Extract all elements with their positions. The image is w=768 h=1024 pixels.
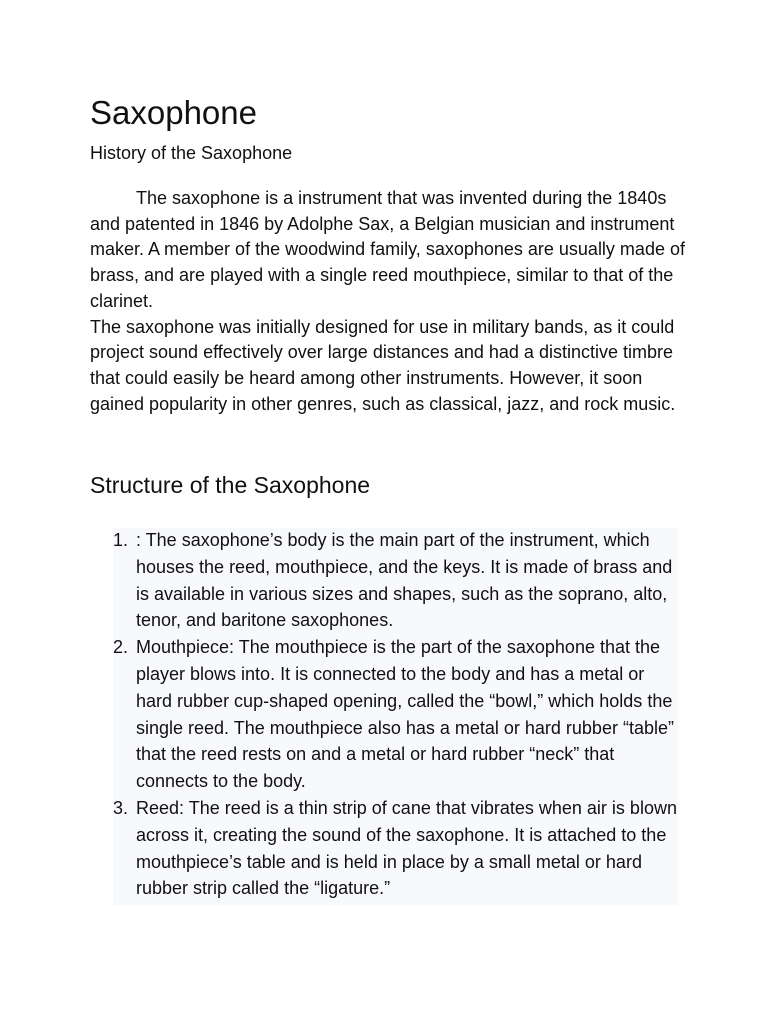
list-item (90, 527, 678, 634)
list-item-number: 1. (113, 530, 129, 550)
list-item-text: : The saxophone’s body is the main part of the instrument, which houses the reed, mouthpiece, and the keys. It is made of brass and is available in various sizes and shapes, such as the soprano, alto, tenor, and baritone saxophones. (136, 530, 673, 631)
list-item (90, 795, 678, 902)
intro-paragraph-1: The saxophone is a instrument that was invented during the 1840s and patented in 1846 by Adolphe Sax, a Belgian musician and instrument maker. A member of the woodwind family, saxophones are usually made of brass, and are played with a single reed mouthpiece, similar to that of the clarinet. (90, 188, 685, 311)
list-item-text: Reed: The reed is a thin strip of cane that vibrates when air is blown across it, creating the sound of the saxophone. It is attached to the mouthpiece’s table and is held in place by a small metal or hard rubber strip called the “ligature.” (136, 797, 677, 899)
document-title: Saxophone (90, 94, 257, 131)
intro-section (90, 186, 690, 417)
list-item-number: 3. (113, 797, 129, 818)
list-item (90, 634, 678, 795)
intro-paragraph-2: The saxophone was initially designed for use in military bands, as it could project sound effectively over large distances and had a distinctive timbre that could easily be heard among other instruments. However, it soon gained popularity in other genres, such as classical, jazz, and rock music. (90, 316, 676, 414)
list-item-number: 2. (113, 637, 129, 658)
document-subtitle: History of the Saxophone (90, 143, 293, 163)
section-heading: Structure of the Saxophone (90, 472, 371, 498)
list-item-text: Mouthpiece: The mouthpiece is the part of the saxophone that the player blows into. It is connected to the body and has a metal or hard rubber cup-shaped opening, called the “bowl,” which holds the single reed. The mouthpiece also has a metal or hard rubber “table” that the reed rests on and a metal or hard rubber “neck” that connects to the body. (136, 637, 674, 792)
structure-list (90, 527, 678, 902)
